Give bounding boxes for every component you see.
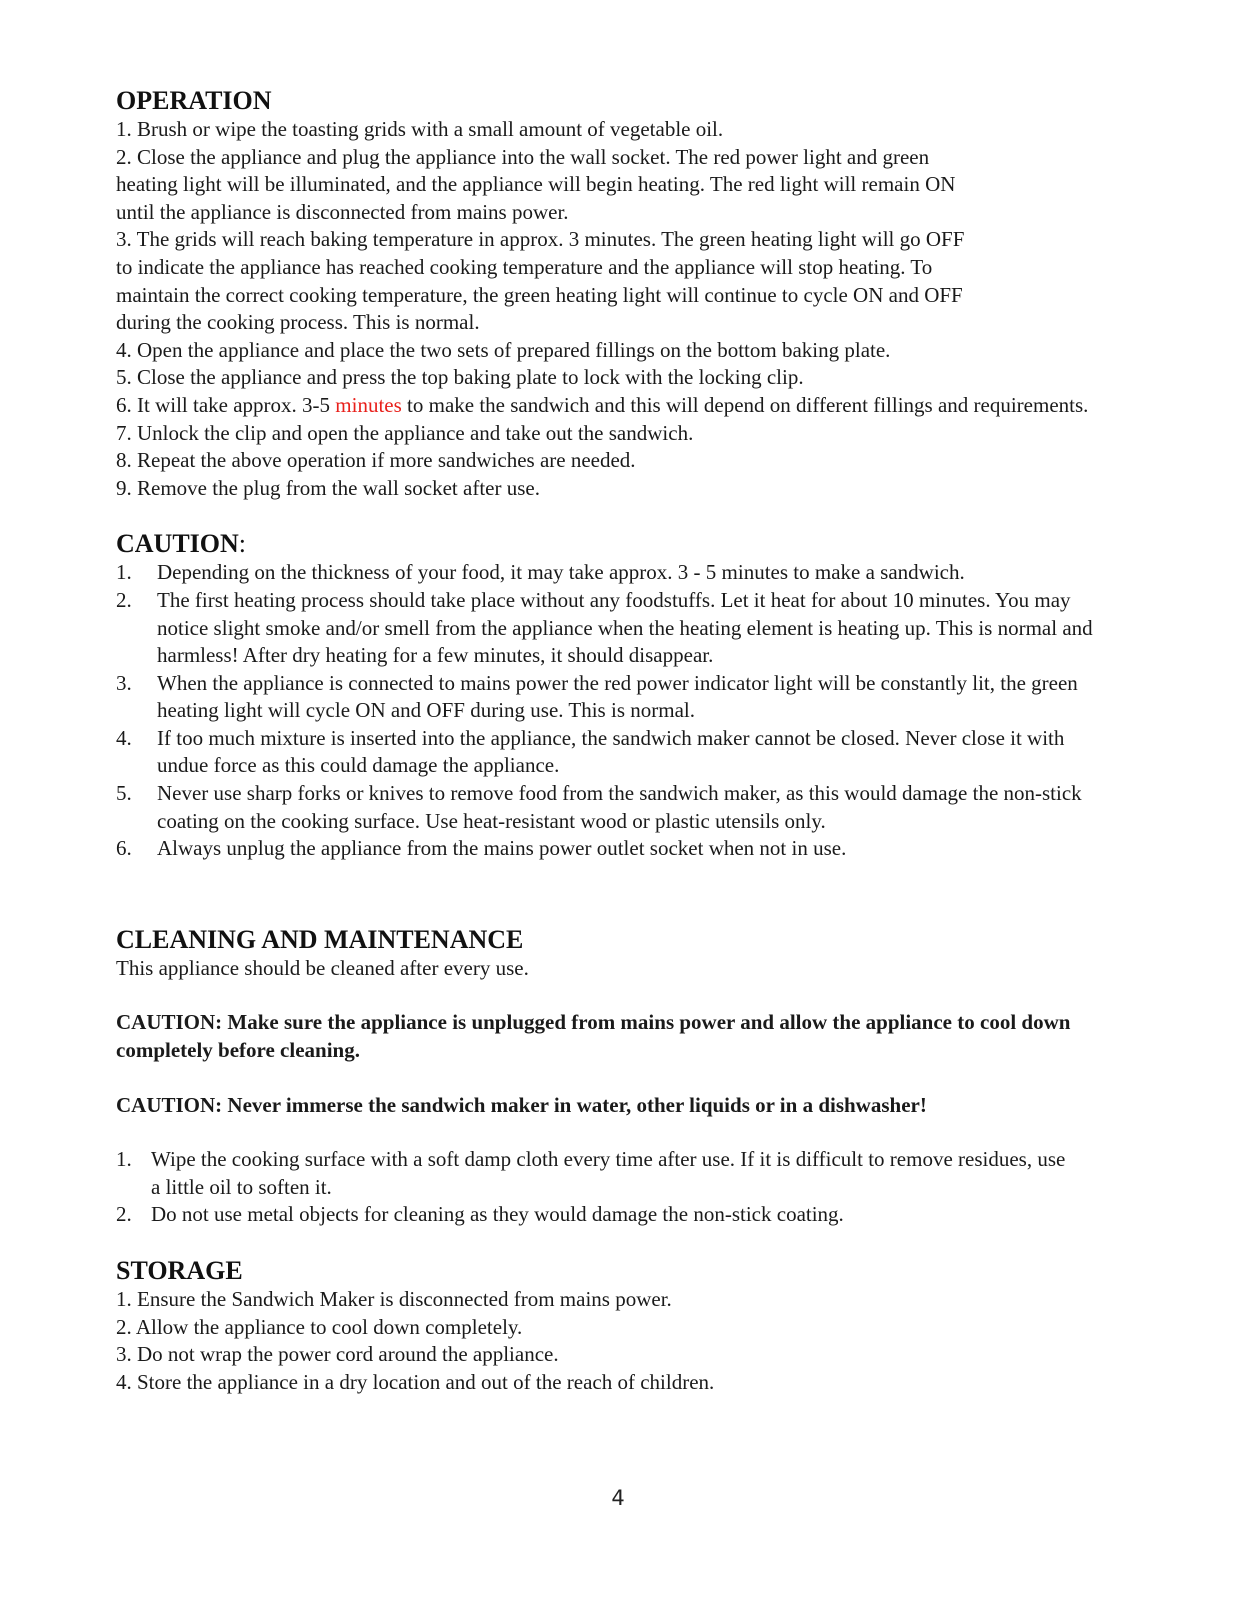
operation-step-2-cont: until the appliance is disconnected from mains power. xyxy=(116,199,569,224)
caution-item-3: 3. When the appliance is connected to mains power the red power indicator light will be constantly lit, the green heating light will cycle ON and OFF during use. This is normal. xyxy=(116,670,1078,723)
cleaning-heading: CLEANING AND MAINTENANCE xyxy=(116,924,524,954)
operation-step-4: 4. Open the appliance and place the two sets of prepared fillings on the bottom baking plate. xyxy=(116,337,891,362)
operation-steps xyxy=(116,116,1126,502)
operation-step-8: 8. Repeat the above operation if more sandwiches are needed. xyxy=(116,448,636,473)
cleaning-caution-unplug: CAUTION: Make sure the appliance is unplugged from mains power and allow the appliance to cool down completely before cleaning. xyxy=(116,1010,1071,1063)
cleaning-list xyxy=(116,1146,1076,1229)
cleaning-intro: This appliance should be cleaned after every use. xyxy=(116,955,529,980)
highlight-minutes: minutes xyxy=(335,392,402,417)
storage-item-4: 4. Store the appliance in a dry location and out of the reach of children. xyxy=(116,1369,715,1394)
operation-step-1: 1. Brush or wipe the toasting grids with a small amount of vegetable oil. xyxy=(116,117,724,141)
storage-item-2: 2. Allow the appliance to cool down completely. xyxy=(116,1314,523,1339)
caution-item-5: 5. Never use sharp forks or knives to remove food from the sandwich maker, as this would damage the non-stick coating on the cooking surface. Use heat-resistant wood or plastic utensils only. xyxy=(116,781,1082,833)
caution-item-1: 1. Depending on the thickness of your food, it may take approx. 3 - 5 minutes to make a sandwich. xyxy=(116,560,965,585)
cleaning-item-1: 1. Wipe the cooking surface with a soft damp cloth every time after use. If it is difficult to remove residues, use a little oil to soften it. xyxy=(116,1147,1066,1199)
operation-step-2: 2. Close the appliance and plug the appliance into the wall socket. The red power light and green xyxy=(116,144,930,169)
cleaning-caution-immerse: CAUTION: Never immerse the sandwich maker in water, other liquids or in a dishwasher! xyxy=(116,1092,927,1117)
cleaning-item-2: 2. Do not use metal objects for cleaning as they would damage the non-stick coating. xyxy=(116,1202,844,1227)
page-number: 4 xyxy=(611,1486,625,1510)
operation-step-3-cont: to indicate the appliance has reached cooking temperature and the appliance will stop heating. To xyxy=(116,254,933,279)
caution-heading: CAUTION: xyxy=(116,529,247,559)
operation-step-3-cont: during the cooking process. This is normal. xyxy=(116,310,480,335)
operation-step-6: 6. It will take approx. 3-5 minutes to make the sandwich and this will depend on different fillings and requirements. xyxy=(116,392,1089,417)
storage-heading: STORAGE xyxy=(116,1256,243,1285)
operation-step-3: 3. The grids will reach baking temperature in approx. 3 minutes. The green heating light will go OFF xyxy=(116,227,965,252)
operation-step-7: 7. Unlock the clip and open the appliance and take out the sandwich. xyxy=(116,420,694,445)
manual-page xyxy=(116,86,1126,1396)
caution-item-4: 4. If too much mixture is inserted into the appliance, the sandwich maker cannot be closed. Never close it with undue force as this could damage the appliance. xyxy=(116,725,1065,778)
operation-step-3-cont: maintain the correct cooking temperature, the green heating light will continue to cycle ON and OFF xyxy=(116,282,963,307)
caution-item-2: 2. The first heating process should take place without any foodstuffs. Let it heat for about 10 minutes. You may notice slight smoke and/or smell from the appliance when the heating element is heating up. This is normal and harmless! After dry heating for a few minutes, it should disappear. xyxy=(116,587,1093,668)
caution-list xyxy=(116,559,1106,863)
storage-item-1: 1. Ensure the Sandwich Maker is disconnected from mains power. xyxy=(116,1287,672,1311)
operation-heading: OPERATION xyxy=(116,86,272,115)
operation-step-2-cont: heating light will be illuminated, and the appliance will begin heating. The red light will remain ON xyxy=(116,172,956,197)
operation-step-9: 9. Remove the plug from the wall socket after use. xyxy=(116,475,540,500)
storage-item-3: 3. Do not wrap the power cord around the appliance. xyxy=(116,1342,559,1367)
caution-item-6: 6. Always unplug the appliance from the mains power outlet socket when not in use. xyxy=(116,836,847,861)
storage-list xyxy=(116,1286,1126,1396)
operation-step-5: 5. Close the appliance and press the top baking plate to lock with the locking clip. xyxy=(116,365,804,390)
